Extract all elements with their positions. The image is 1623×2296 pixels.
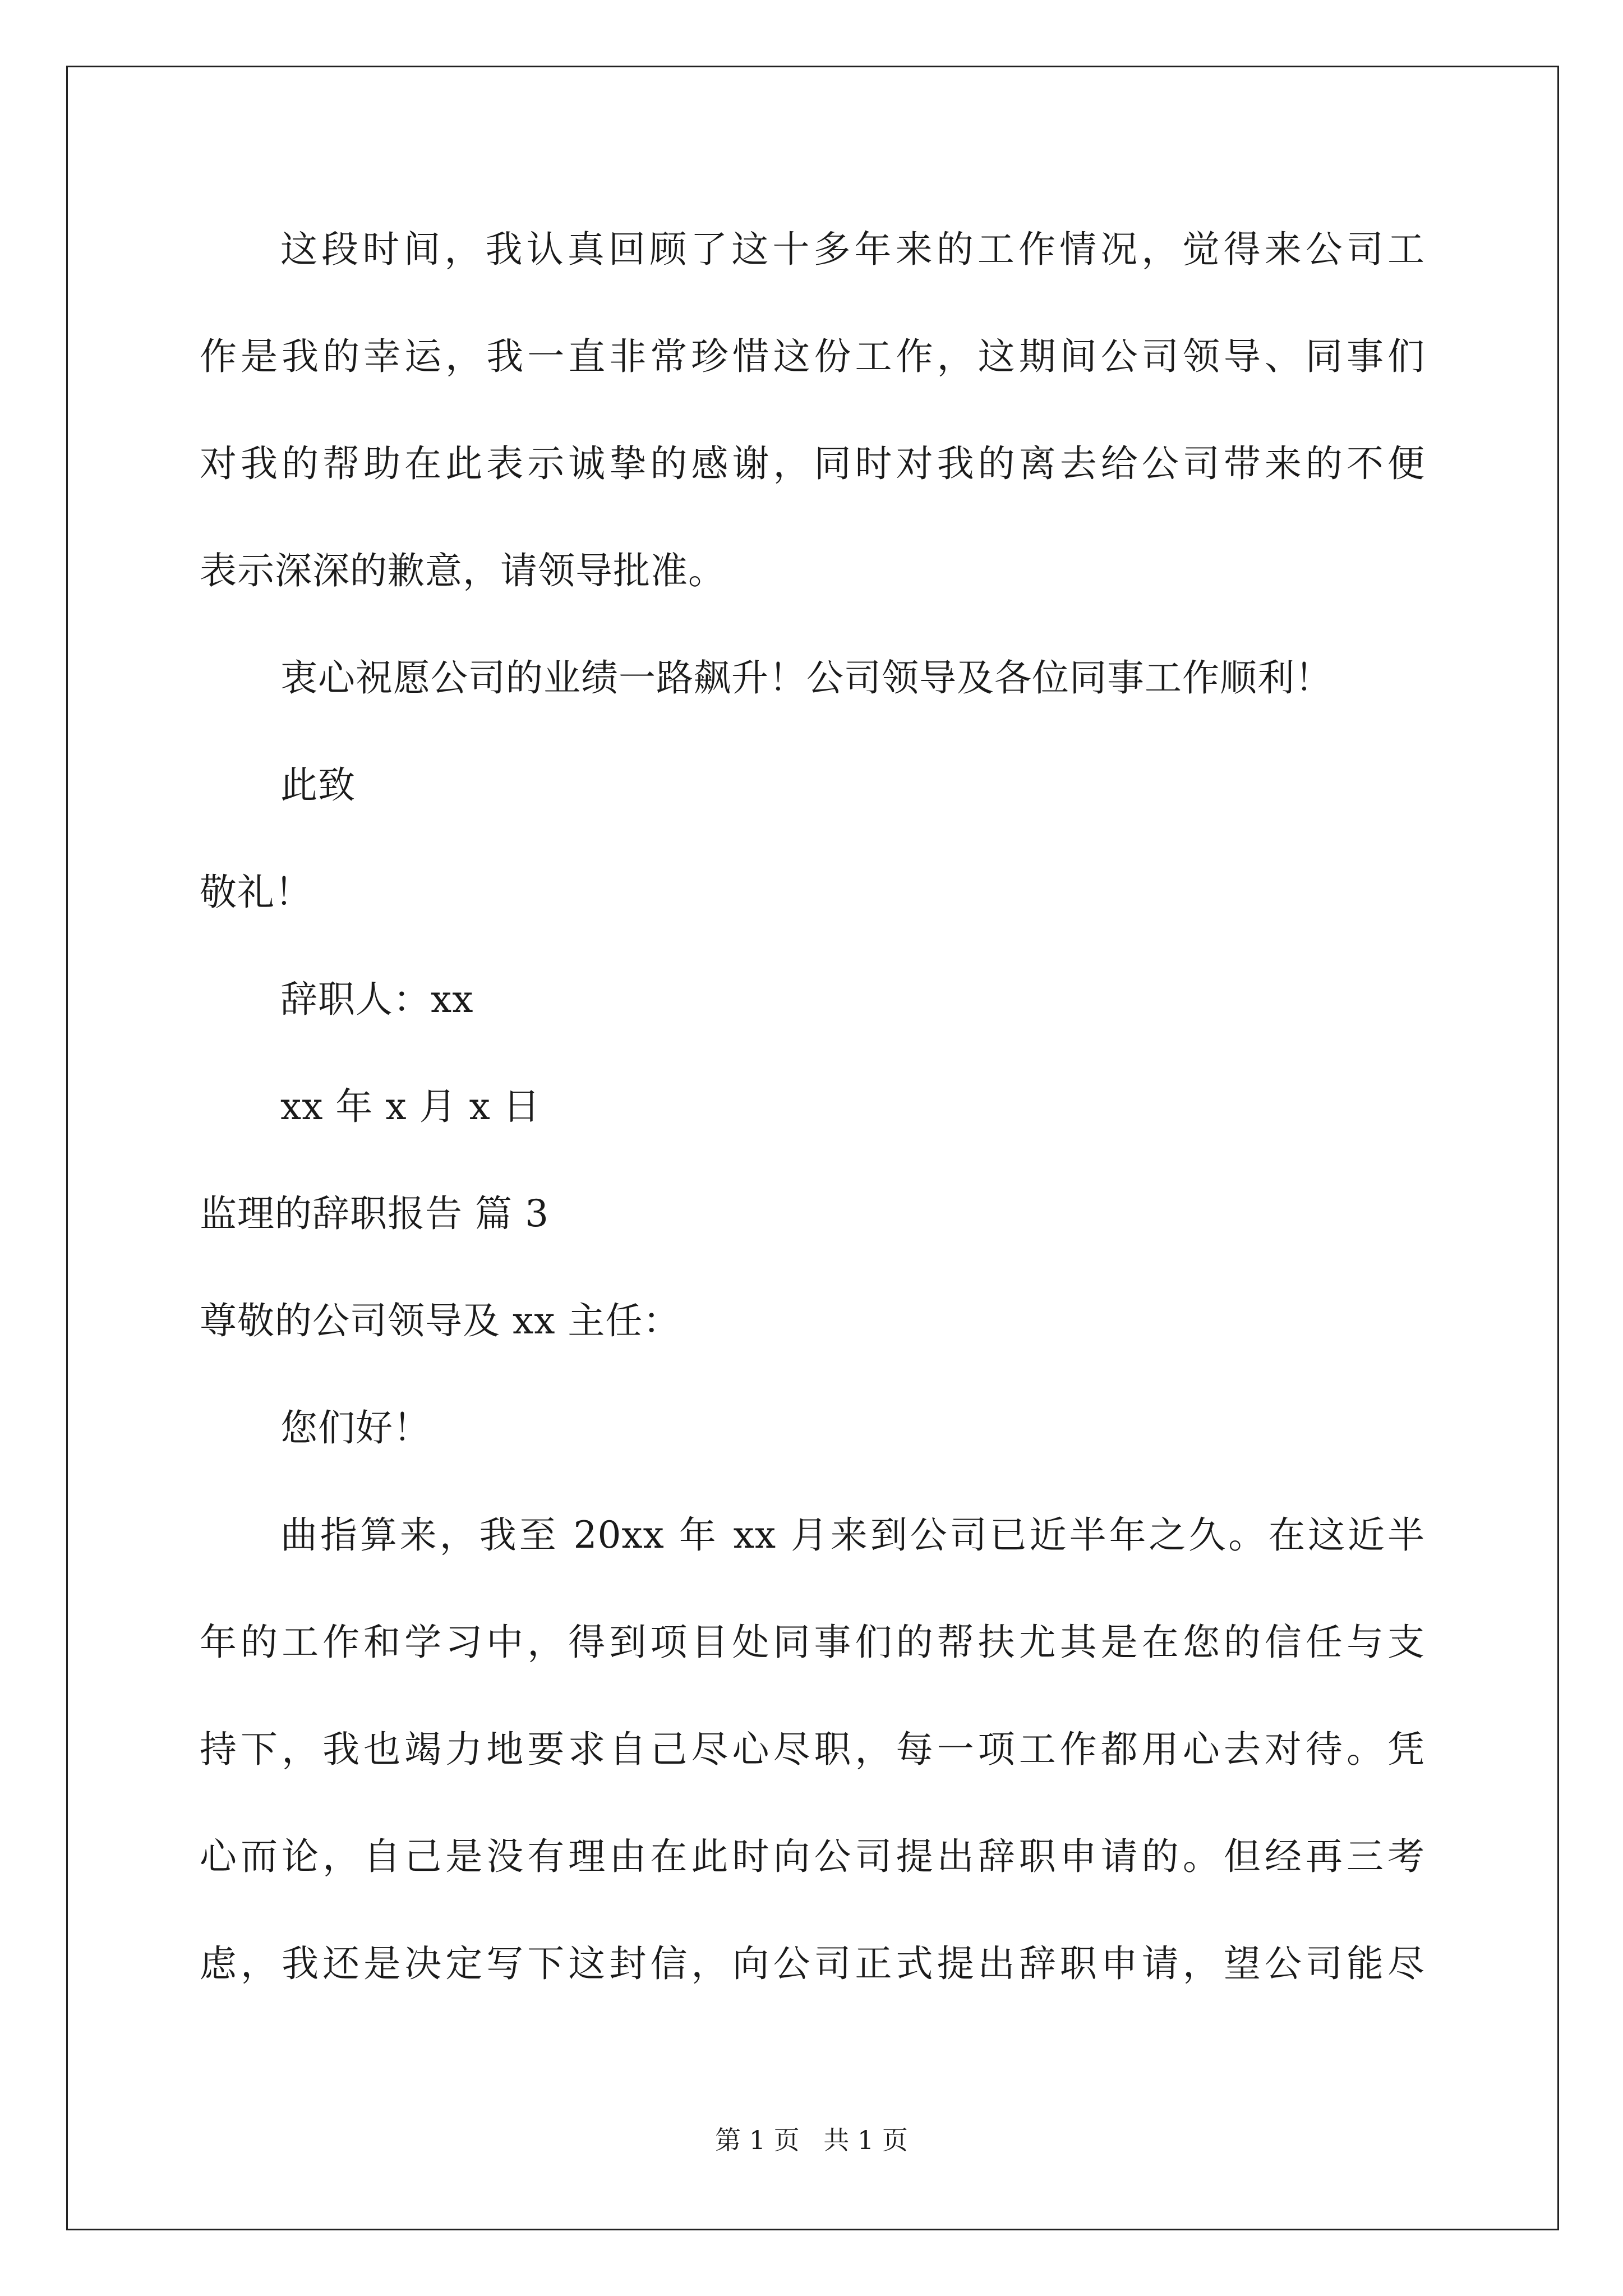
date-line: xx 年 x 月 x 日 xyxy=(280,1085,541,1128)
page-total: 共 1 页 xyxy=(823,2125,908,2155)
paragraph-line: 作是我的幸运，我一直非常珍惜这份工作，这期间公司领导、同事们 xyxy=(200,335,1425,378)
paragraph-line: 衷心祝愿公司的业绩一路飙升！公司领导及各位同事工作顺利！ xyxy=(280,656,1332,700)
signature-line: 辞职人：xx xyxy=(280,978,474,1021)
page-number: 第 1 页 xyxy=(715,2125,800,2155)
page-footer xyxy=(0,2124,1623,2156)
paragraph-line: 对我的帮助在此表示诚挚的感谢，同时对我的离去给公司带来的不便 xyxy=(200,442,1425,485)
greeting-line: 您们好！ xyxy=(280,1406,431,1450)
closing-regards: 敬礼！ xyxy=(200,871,312,914)
section-heading: 监理的辞职报告 篇 3 xyxy=(200,1192,549,1235)
paragraph-line: 虑，我还是决定写下这封信，向公司正式提出辞职申请，望公司能尽 xyxy=(200,1942,1425,1985)
paragraph-line: 这段时间，我认真回顾了这十多年来的工作情况，觉得来公司工 xyxy=(280,228,1425,271)
paragraph-line: 表示深深的歉意，请领导批准。 xyxy=(200,549,726,592)
paragraph-line: 持下，我也竭力地要求自己尽心尽职，每一项工作都用心去对待。凭 xyxy=(200,1728,1425,1771)
paragraph-line: 心而论，自己是没有理由在此时向公司提出辞职申请的。但经再三考 xyxy=(200,1835,1425,1878)
page-border xyxy=(66,66,1559,2230)
recipient-line: 尊敬的公司领导及 xx 主任： xyxy=(200,1299,681,1342)
paragraph-line: 曲指算来，我至 20xx 年 xx 月来到公司已近半年之久。在这近半 xyxy=(280,1513,1425,1557)
closing-salutation: 此致 xyxy=(280,763,356,807)
paragraph-line: 年的工作和学习中，得到项目处同事们的帮扶尤其是在您的信任与支 xyxy=(200,1621,1425,1664)
